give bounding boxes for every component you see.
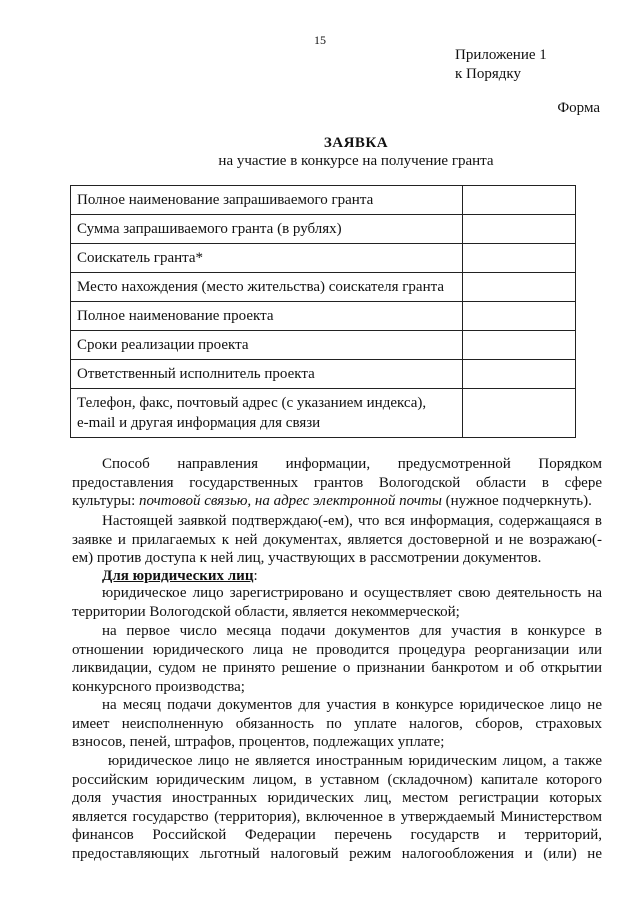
text-line: предоставляющих льготный налоговый режим налогообложения и (или) не: [72, 845, 602, 862]
field-label: Место нахождения (место жительства) соискателя гранта: [71, 273, 463, 302]
field-value: [462, 186, 575, 215]
field-label: Соискатель гранта*: [71, 244, 463, 273]
legal-item-no-reorganization: [72, 622, 602, 696]
heading-colon: :: [253, 568, 258, 584]
legal-item-not-foreign: [72, 752, 602, 864]
table-row: [71, 360, 576, 389]
appendix-line-2: к Порядку: [455, 66, 521, 82]
legal-item-no-tax-debt: [72, 696, 602, 752]
page-number: 15: [314, 33, 326, 47]
document-subtitle: на участие в конкурсе на получение гранта: [218, 153, 494, 169]
legal-entities-heading: [72, 567, 602, 586]
text-span: (нужное подчеркнуть).: [441, 493, 592, 510]
text-line: Способ направления информации, предусмотренной Порядком: [102, 456, 602, 472]
heading-text: Для юридических лиц: [102, 568, 254, 584]
table-row: [71, 389, 576, 438]
text-line: является государство (территория), включенное в утверждаемый Министерством: [72, 808, 602, 825]
table-row: [71, 215, 576, 244]
text-line: на первое число месяца подачи документов для участия в конкурсе в: [102, 623, 602, 639]
field-value: [462, 331, 575, 360]
field-label: Полное наименование проекта: [71, 302, 463, 331]
field-value: [462, 244, 575, 273]
text-line: [72, 567, 602, 586]
text-line: предоставления государственных грантов Вологодской области в сфере: [72, 474, 602, 491]
field-label: Сроки реализации проекта: [71, 331, 463, 360]
text-line: отношении юридического лица не проводится процедура реорганизации или: [72, 641, 602, 658]
text-line: конкурсного производства;: [72, 678, 245, 695]
text-span: культуры:: [72, 493, 140, 510]
field-value: [462, 389, 575, 438]
text-line: имеет неисполненную обязанность по уплате налогов, сборов, страховых: [72, 715, 602, 732]
text-line: заявке и прилагаемых к ней документах, является достоверной и не возражаю(-: [72, 531, 602, 548]
text-line: российским юридическим лицом, в уставном (складочном) капитале которого: [72, 771, 602, 788]
field-label-line: e-mail и другая информация для связи: [77, 415, 321, 431]
text-line: территории Вологодской области, является некоммерческой;: [72, 603, 460, 620]
text-line: доля участия иностранных юридических лиц, местом регистрации которых: [72, 790, 602, 807]
legal-item-registration: [72, 584, 602, 621]
text-line: юридическое лицо зарегистрировано и осуществляет свою деятельность на: [102, 585, 602, 601]
table-row: [71, 331, 576, 360]
table-row: [71, 244, 576, 273]
text-line: ликвидации, судом не принято решение о признании банкротом и об открытии: [72, 660, 602, 677]
table-row: [71, 273, 576, 302]
document-title: ЗАЯВКА: [323, 135, 389, 151]
field-label: Полное наименование запрашиваемого гранта: [71, 186, 463, 215]
field-value: [462, 215, 575, 244]
text-line: на месяц подачи документов для участия в конкурсе юридическое лицо не: [102, 697, 602, 713]
field-label-line: Телефон, факс, почтовый адрес (с указанием индекса),: [77, 395, 427, 411]
appendix-note: [455, 46, 547, 84]
application-form-table: [70, 185, 576, 438]
delivery-method-paragraph: [72, 455, 602, 511]
text-line: [72, 492, 602, 511]
text-line: взносов, пеней, штрафов, процентов, подлежащих уплате;: [72, 734, 445, 751]
form-label: Форма: [557, 100, 600, 116]
field-label: Ответственный исполнитель проекта: [71, 360, 463, 389]
table-row: [71, 302, 576, 331]
delivery-options: почтовой связью, на адрес электронной почты: [139, 493, 442, 510]
confirmation-paragraph: [72, 512, 602, 568]
field-value: [462, 360, 575, 389]
text-line: Настоящей заявкой подтверждаю(-ем), что вся информация, содержащаяся в: [102, 513, 602, 529]
field-value: [462, 273, 575, 302]
table-row: [71, 186, 576, 215]
field-value: [462, 302, 575, 331]
appendix-line-1: Приложение 1: [455, 47, 547, 63]
text-line: юридическое лицо не является иностранным юридическим лицом, а также: [108, 753, 602, 769]
field-label: Сумма запрашиваемого гранта (в рублях): [71, 215, 463, 244]
text-line: ем) против доступа к ней лиц, участвующих в рассмотрении документов.: [72, 550, 542, 567]
text-line: финансов Российской Федерации перечень государств и территорий,: [72, 827, 602, 844]
field-label: [71, 389, 463, 438]
